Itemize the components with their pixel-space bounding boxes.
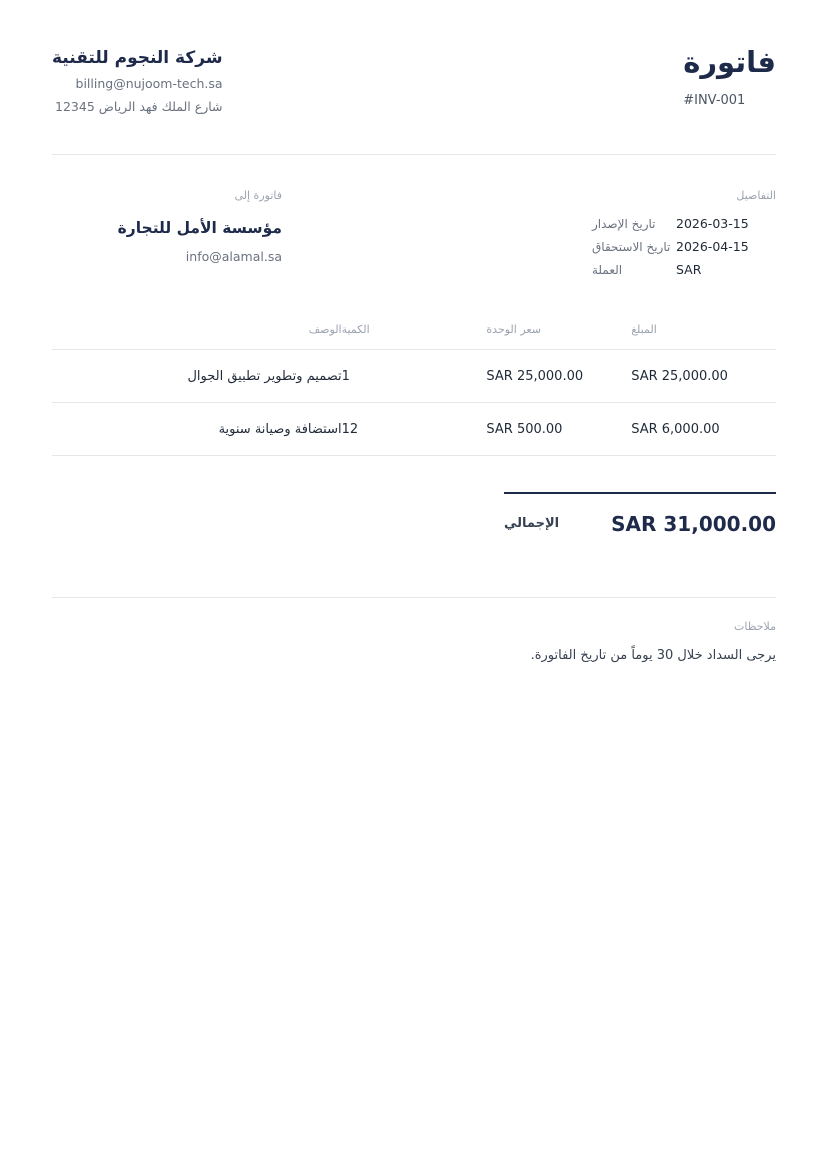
cell-description: استضافة وصيانة سنوية bbox=[52, 402, 342, 455]
table-body bbox=[52, 349, 776, 455]
page-title: فاتورة bbox=[683, 45, 776, 79]
cell-unit-price: SAR 25,000.00 bbox=[486, 349, 631, 402]
column-header-description: الوصف bbox=[52, 323, 342, 350]
invoice-number: #INV-001 bbox=[683, 93, 746, 109]
company-name: شركة النجوم للتقنية bbox=[52, 48, 223, 68]
detail-row bbox=[586, 262, 776, 277]
bill-to-label: فاتورة إلى bbox=[234, 188, 282, 202]
detail-value-currency: SAR bbox=[676, 261, 702, 277]
company-email: billing@nujoom-tech.sa bbox=[75, 75, 223, 91]
invoice-header bbox=[52, 40, 776, 118]
invoice-meta bbox=[52, 155, 776, 323]
table-row bbox=[52, 349, 776, 402]
invoice-title-block bbox=[683, 46, 776, 108]
table-row bbox=[52, 402, 776, 455]
table-header-row bbox=[52, 323, 776, 350]
company-block bbox=[52, 46, 223, 118]
cell-amount: SAR 6,000.00 bbox=[631, 402, 776, 455]
client-email: info@alamal.sa bbox=[185, 248, 282, 264]
total-label: الإجمالي bbox=[504, 516, 560, 532]
detail-value-issue-date: 2026-03-15 bbox=[676, 215, 749, 231]
total-row bbox=[504, 512, 776, 536]
column-header-quantity: الكمية bbox=[342, 323, 487, 350]
cell-description: تصميم وتطوير تطبيق الجوال bbox=[52, 349, 342, 402]
totals-section bbox=[52, 456, 776, 536]
detail-key-due-date: تاريخ الاستحقاق bbox=[592, 239, 671, 254]
detail-value-due-date: 2026-04-15 bbox=[676, 238, 749, 254]
table-header bbox=[52, 323, 776, 350]
column-header-unit-price: سعر الوحدة bbox=[486, 323, 631, 350]
company-address: شارع الملك فهد الرياض 12345 bbox=[55, 98, 223, 114]
bill-to-block bbox=[52, 189, 282, 264]
cell-quantity: 1 bbox=[342, 349, 487, 402]
cell-amount: SAR 25,000.00 bbox=[631, 349, 776, 402]
detail-row bbox=[586, 216, 776, 231]
detail-key-issue-date: تاريخ الإصدار bbox=[592, 216, 656, 231]
detail-row bbox=[586, 239, 776, 254]
line-items-table bbox=[52, 323, 776, 456]
notes-section bbox=[52, 598, 776, 667]
cell-quantity: 12 bbox=[342, 402, 487, 455]
client-name: مؤسسة الأمل للتجارة bbox=[117, 218, 282, 237]
notes-text: يرجى السداد خلال 30 يوماً من تاريخ الفاتورة. bbox=[530, 647, 776, 663]
details-block bbox=[586, 189, 776, 285]
notes-label: ملاحظات bbox=[734, 619, 776, 633]
totals-box bbox=[504, 492, 776, 536]
total-value: SAR 31,000.00 bbox=[611, 511, 776, 536]
details-label: التفاصيل bbox=[736, 188, 776, 202]
cell-unit-price: SAR 500.00 bbox=[486, 402, 631, 455]
detail-key-currency: العملة bbox=[592, 262, 623, 277]
column-header-amount: المبلغ bbox=[631, 323, 776, 350]
